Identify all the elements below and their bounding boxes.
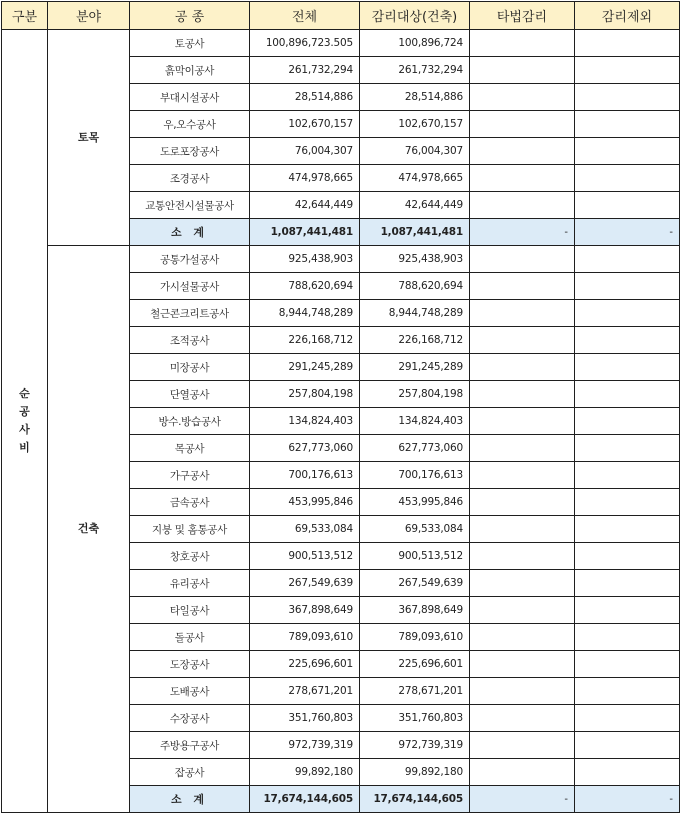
supervision-cell: 367,898,649 <box>360 597 470 624</box>
subtotal-supervision: 17,674,144,605 <box>360 786 470 813</box>
work-type-cell: 도로포장공사 <box>130 138 250 165</box>
excluded-cell <box>575 246 680 273</box>
excluded-cell <box>575 57 680 84</box>
field-cell: 건축 <box>48 246 130 813</box>
subtotal-other-law: - <box>470 219 575 246</box>
work-type-cell: 유리공사 <box>130 570 250 597</box>
other-law-cell <box>470 651 575 678</box>
supervision-cell: 351,760,803 <box>360 705 470 732</box>
excluded-cell <box>575 651 680 678</box>
work-type-cell: 우,오수공사 <box>130 111 250 138</box>
other-law-cell <box>470 138 575 165</box>
category-char: 사 <box>19 423 30 436</box>
other-law-cell <box>470 570 575 597</box>
category-cell <box>2 30 48 813</box>
excluded-cell <box>575 273 680 300</box>
total-cell: 257,804,198 <box>250 381 360 408</box>
supervision-cell: 76,004,307 <box>360 138 470 165</box>
excluded-cell <box>575 138 680 165</box>
total-cell: 102,670,157 <box>250 111 360 138</box>
excluded-cell <box>575 300 680 327</box>
other-law-cell <box>470 678 575 705</box>
total-cell: 225,696,601 <box>250 651 360 678</box>
total-cell: 99,892,180 <box>250 759 360 786</box>
total-cell: 134,824,403 <box>250 408 360 435</box>
work-type-cell: 방수.방습공사 <box>130 408 250 435</box>
supervision-cell: 226,168,712 <box>360 327 470 354</box>
supervision-cell: 28,514,886 <box>360 84 470 111</box>
header-supervision: 감리대상(건축) <box>360 2 470 30</box>
excluded-cell <box>575 570 680 597</box>
other-law-cell <box>470 300 575 327</box>
total-cell: 925,438,903 <box>250 246 360 273</box>
total-cell: 900,513,512 <box>250 543 360 570</box>
supervision-cell: 474,978,665 <box>360 165 470 192</box>
other-law-cell <box>470 192 575 219</box>
excluded-cell <box>575 165 680 192</box>
header-work-type: 공 종 <box>130 2 250 30</box>
work-type-cell: 도장공사 <box>130 651 250 678</box>
supervision-cell: 99,892,180 <box>360 759 470 786</box>
header-other-law: 타법감리 <box>470 2 575 30</box>
other-law-cell <box>470 57 575 84</box>
total-cell: 261,732,294 <box>250 57 360 84</box>
total-cell: 76,004,307 <box>250 138 360 165</box>
excluded-cell <box>575 84 680 111</box>
supervision-cell: 789,093,610 <box>360 624 470 651</box>
other-law-cell <box>470 759 575 786</box>
header-category: 구분 <box>2 2 48 30</box>
other-law-cell <box>470 732 575 759</box>
total-cell: 627,773,060 <box>250 435 360 462</box>
category-char: 공 <box>19 405 30 418</box>
work-type-cell: 공통가설공사 <box>130 246 250 273</box>
supervision-cell: 972,739,319 <box>360 732 470 759</box>
work-type-cell: 단열공사 <box>130 381 250 408</box>
other-law-cell <box>470 597 575 624</box>
supervision-cell: 291,245,289 <box>360 354 470 381</box>
supervision-cell: 788,620,694 <box>360 273 470 300</box>
other-law-cell <box>470 111 575 138</box>
subtotal-total: 1,087,441,481 <box>250 219 360 246</box>
excluded-cell <box>575 759 680 786</box>
total-cell: 367,898,649 <box>250 597 360 624</box>
excluded-cell <box>575 111 680 138</box>
other-law-cell <box>470 327 575 354</box>
excluded-cell <box>575 354 680 381</box>
excluded-cell <box>575 30 680 57</box>
other-law-cell <box>470 489 575 516</box>
work-type-cell: 가시설물공사 <box>130 273 250 300</box>
work-type-cell: 흙막이공사 <box>130 57 250 84</box>
work-type-cell: 조적공사 <box>130 327 250 354</box>
total-cell: 788,620,694 <box>250 273 360 300</box>
other-law-cell <box>470 30 575 57</box>
work-type-cell: 잡공사 <box>130 759 250 786</box>
category-char: 순 <box>19 387 30 400</box>
total-cell: 972,739,319 <box>250 732 360 759</box>
supervision-cell: 627,773,060 <box>360 435 470 462</box>
total-cell: 8,944,748,289 <box>250 300 360 327</box>
header-field: 분야 <box>48 2 130 30</box>
total-cell: 291,245,289 <box>250 354 360 381</box>
work-type-cell: 수장공사 <box>130 705 250 732</box>
work-type-cell: 금속공사 <box>130 489 250 516</box>
table-body <box>2 30 680 813</box>
table-row <box>2 30 680 57</box>
excluded-cell <box>575 462 680 489</box>
other-law-cell <box>470 165 575 192</box>
supervision-cell: 102,670,157 <box>360 111 470 138</box>
supervision-cell: 257,804,198 <box>360 381 470 408</box>
other-law-cell <box>470 543 575 570</box>
excluded-cell <box>575 381 680 408</box>
supervision-cell: 261,732,294 <box>360 57 470 84</box>
work-type-cell: 창호공사 <box>130 543 250 570</box>
excluded-cell <box>575 597 680 624</box>
work-type-cell: 부대시설공사 <box>130 84 250 111</box>
total-cell: 789,093,610 <box>250 624 360 651</box>
excluded-cell <box>575 408 680 435</box>
work-type-cell: 도배공사 <box>130 678 250 705</box>
supervision-cell: 42,644,449 <box>360 192 470 219</box>
subtotal-excluded: - <box>575 219 680 246</box>
other-law-cell <box>470 408 575 435</box>
supervision-cell: 267,549,639 <box>360 570 470 597</box>
subtotal-label: 소 계 <box>130 786 250 813</box>
supervision-cell: 700,176,613 <box>360 462 470 489</box>
total-cell: 226,168,712 <box>250 327 360 354</box>
total-cell: 700,176,613 <box>250 462 360 489</box>
excluded-cell <box>575 489 680 516</box>
supervision-cell: 225,696,601 <box>360 651 470 678</box>
excluded-cell <box>575 624 680 651</box>
subtotal-total: 17,674,144,605 <box>250 786 360 813</box>
total-cell: 474,978,665 <box>250 165 360 192</box>
work-type-cell: 미장공사 <box>130 354 250 381</box>
work-type-cell: 돌공사 <box>130 624 250 651</box>
total-cell: 42,644,449 <box>250 192 360 219</box>
total-cell: 351,760,803 <box>250 705 360 732</box>
supervision-cell: 8,944,748,289 <box>360 300 470 327</box>
total-cell: 100,896,723.505 <box>250 30 360 57</box>
excluded-cell <box>575 327 680 354</box>
supervision-cell: 69,533,084 <box>360 516 470 543</box>
header-total: 전체 <box>250 2 360 30</box>
excluded-cell <box>575 516 680 543</box>
other-law-cell <box>470 624 575 651</box>
category-char: 비 <box>19 441 30 454</box>
other-law-cell <box>470 435 575 462</box>
excluded-cell <box>575 543 680 570</box>
supervision-cell: 134,824,403 <box>360 408 470 435</box>
excluded-cell <box>575 192 680 219</box>
total-cell: 28,514,886 <box>250 84 360 111</box>
work-type-cell: 철근콘크리트공사 <box>130 300 250 327</box>
cost-table <box>1 1 680 813</box>
work-type-cell: 조경공사 <box>130 165 250 192</box>
work-type-cell: 지붕 및 홈통공사 <box>130 516 250 543</box>
excluded-cell <box>575 435 680 462</box>
work-type-cell: 목공사 <box>130 435 250 462</box>
other-law-cell <box>470 516 575 543</box>
subtotal-excluded: - <box>575 786 680 813</box>
other-law-cell <box>470 705 575 732</box>
other-law-cell <box>470 246 575 273</box>
other-law-cell <box>470 84 575 111</box>
subtotal-label: 소 계 <box>130 219 250 246</box>
supervision-cell: 900,513,512 <box>360 543 470 570</box>
total-cell: 278,671,201 <box>250 678 360 705</box>
other-law-cell <box>470 381 575 408</box>
work-type-cell: 타일공사 <box>130 597 250 624</box>
header-excluded: 감리제외 <box>575 2 680 30</box>
subtotal-other-law: - <box>470 786 575 813</box>
header-row <box>2 2 680 30</box>
other-law-cell <box>470 354 575 381</box>
excluded-cell <box>575 705 680 732</box>
supervision-cell: 100,896,724 <box>360 30 470 57</box>
other-law-cell <box>470 273 575 300</box>
work-type-cell: 토공사 <box>130 30 250 57</box>
work-type-cell: 가구공사 <box>130 462 250 489</box>
excluded-cell <box>575 732 680 759</box>
supervision-cell: 278,671,201 <box>360 678 470 705</box>
table-row <box>2 246 680 273</box>
supervision-cell: 925,438,903 <box>360 246 470 273</box>
other-law-cell <box>470 462 575 489</box>
supervision-cell: 453,995,846 <box>360 489 470 516</box>
work-type-cell: 주방용구공사 <box>130 732 250 759</box>
subtotal-supervision: 1,087,441,481 <box>360 219 470 246</box>
total-cell: 453,995,846 <box>250 489 360 516</box>
total-cell: 267,549,639 <box>250 570 360 597</box>
excluded-cell <box>575 678 680 705</box>
total-cell: 69,533,084 <box>250 516 360 543</box>
field-cell: 토목 <box>48 30 130 246</box>
work-type-cell: 교통안전시설물공사 <box>130 192 250 219</box>
